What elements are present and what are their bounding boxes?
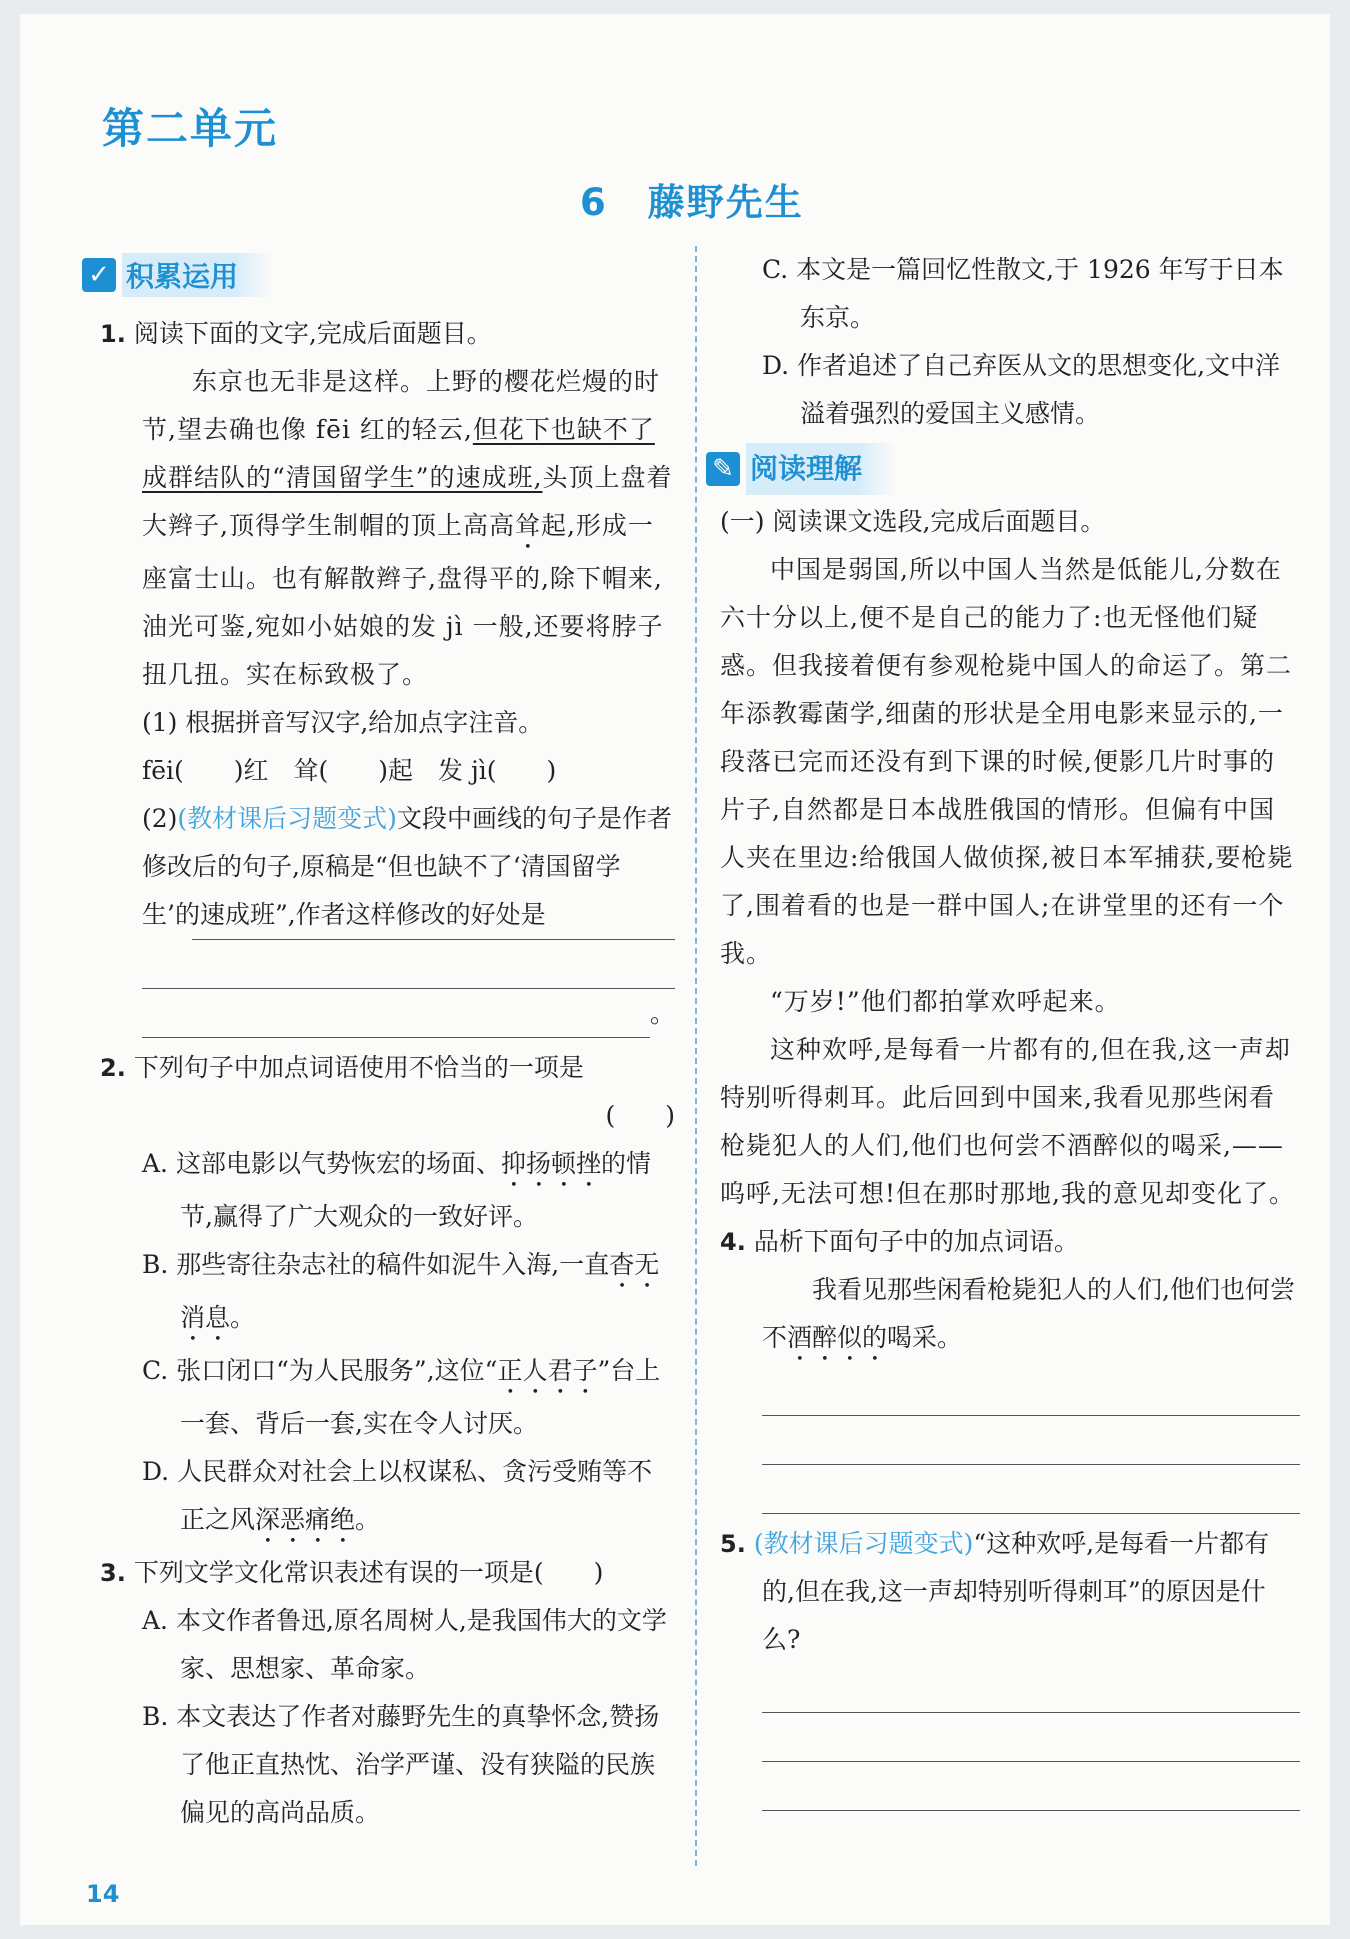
question-3-stem: 3. 下列文学文化常识表述有误的一项是( ) [100,1558,604,1587]
section-accumulate-header [82,254,272,296]
question-2-answer-paren[interactable]: ( ) [605,1101,675,1130]
column-divider [695,246,697,1866]
question-3-option-d[interactable]: D. 作者追述了自己弃医从文的思想变化,文中洋溢着强烈的爱国主义感情。 [762,351,1281,428]
answer-line[interactable] [762,1664,1300,1713]
answer-line[interactable] [142,989,650,1038]
answer-line[interactable] [762,1416,1300,1465]
question-2-option-c[interactable]: C. 张口闭口“为人民服务”,这位“正人君子”台上一套、背后一套,实在令人讨厌。 [142,1356,661,1438]
answer-line[interactable] [762,1762,1300,1811]
question-2-stem: 2. 下列句子中加点词语使用不恰当的一项是 [100,1053,584,1082]
question-3-option-a[interactable]: A. 本文作者鲁迅,原名周树人,是我国伟大的文学家、思想家、革命家。 [142,1606,667,1683]
lesson-title [580,172,804,226]
question-1-passage: 东京也无非是这样。上野的樱花烂熳的时节,望去确也像 fēi 红的轻云,但花下也缺不了成群结队的“清国留学生”的速成班,头顶上盘着大辫子,顶得学生制帽的顶上高高耸起,形成一座富士山。也有解散辫子,盘得平的,除下帽来,油光可鉴,宛如小姑娘的发 jì 一般,还要将脖子扭几扭。实在标致极了。 [142,367,673,689]
answer-line[interactable] [762,1465,1300,1514]
pencil-icon: ✎ [706,452,740,486]
lesson-number: 6 [580,181,608,224]
unit-title: 第二单元 [102,104,279,153]
question-2-option-a[interactable]: A. 这部电影以气势恢宏的场面、抑扬顿挫的情节,赢得了广大观众的一致好评。 [142,1149,652,1231]
question-2-option-d[interactable]: D. 人民群众对社会上以权谋私、贪污受贿等不正之风深恶痛绝。 [142,1457,653,1534]
workbook-page [20,14,1330,1925]
answer-line[interactable] [142,940,675,989]
dotted-char: 耸 [514,511,541,540]
reading-paragraph-1: 中国是弱国,所以中国人当然是低能儿,分数在六十分以上,便不是自己的能力了:也无怪他们疑惑。但我接着便有参观枪毙中国人的命运了。第二年添教霉菌学,细菌的形状是全用电影来显示的,一段落已完而还没有到下课的时候,便影几片时事的片子,自然都是日本战胜俄国的情形。但偏有中国人夹在里边:给俄国人做侦探,被日本军捕获,要枪毙了,围着看的也是一群中国人;在讲堂里的还有一个我。 [720,555,1294,968]
answer-line[interactable] [762,1713,1300,1762]
section-reading-header-wrap [712,438,1300,498]
question-1-sub1-blanks[interactable]: fēi( )红 耸( )起 发 jì( ) [142,756,557,785]
reading-paragraph-3: 这种欢呼,是每看一片都有的,但在我,这一声却特别听得刺耳。此后回到中国来,我看见那些闲看枪毙犯人的人们,他们也何尝不酒醉似的喝采,——呜呼,无法可想!但在那时那地,我的意见却变化了。 [720,1035,1295,1208]
page-number: 14 [86,1880,120,1908]
section-label: 阅读理解 [746,443,896,495]
textbook-variant-tag: (教材课后习题变式) [177,804,397,833]
question-3-option-b[interactable]: B. 本文表达了作者对藤野先生的真挚怀念,赞扬了他正直热忱、治学严谨、没有狭隘的民族偏见的高尚品质。 [142,1702,660,1827]
answer-line[interactable] [762,1367,1300,1416]
question-5-stem: 5. (教材课后习题变式)“这种欢呼,是每看一片都有的,但在我,这一声却特别听得刺耳”的原因是什么? [720,1529,1270,1654]
checkmark-icon: ✓ [82,258,116,292]
underlined-sentence: 但花下也缺不了成群结队的“清国留学生”的速成班, [142,415,655,492]
question-4-sentence: 我看见那些闲看枪毙犯人的人们,他们也何尝不酒醉似的喝采。 [762,1275,1295,1352]
question-1-sub1: (1) 根据拼音写汉字,给加点字注音。 [142,708,544,737]
textbook-variant-tag: (教材课后习题变式) [753,1529,974,1558]
question-4-stem: 4. 品析下面句子中的加点词语。 [720,1227,1079,1256]
right-column [712,246,1300,1811]
question-1-stem: 1. 阅读下面的文字,完成后面题目。 [100,319,492,348]
lesson-name: 藤野先生 [647,181,804,224]
reading-paragraph-2: “万岁!”他们都拍掌欢呼起来。 [770,987,1121,1016]
question-1-sub2: (2)(教材课后习题变式)文段中画线的句子是作者修改后的句子,原稿是“但也缺不了‘清国留学生’的速成班”,作者这样修改的好处是 [142,804,672,929]
left-column: 1. 阅读下面的文字,完成后面题目。 东京也无非是这样。上野的樱花烂熳的时节,望去确也像 fēi 红的轻云,但花下也缺不了成群结队的“清国留学生”的速成班,头顶上盘着大辫子,顶得学生制帽的顶上高高耸起,形成一座富士山。也有解散辫子,盘得平的,除下帽来,油光可鉴,宛如小姑娘的发 jì 一般,还要将脖子扭几扭。实在标致极了。 (1) 根据拼音写汉字,给加点字注音。 fēi( )红 耸( )起 发 jì( ) (2)(教材课后习题变式)文段中画线的句子是作者修改后的句子,原稿是“但也缺不了‘清国留学生’的速成班”,作者这样修改的好处是 。 2. 下列句子中加点词语使用不恰当的一项是 ( ) A. 这部电影以气势恢宏的场面、抑扬顿挫的情节,赢得了广大观众的一致好评。 B. 那些寄往杂志社的稿件如泥牛入海,一直杳无消息。 C. 张口闭口“为人民服务”,这位“正人君子”台上一套、背后一套,实在令人讨厌。 D. 人民群众对社会上以权谋私、贪污受贿等不正之风深恶痛绝。 3. 下列文学文化常识表述有误的一项是( ) A. 本文作者鲁迅,原名周树人,是我国伟大的文学家、思想家、革命家。 B. 本文表达了作者对藤野先生的真挚怀念,赞扬了他正直热忱、治学严谨、没有狭隘的民族偏见的高尚品质。 [100,310,675,1837]
question-3-option-c[interactable]: C. 本文是一篇回忆性散文,于 1926 年写于日本东京。 [762,255,1284,332]
reading-intro: (一) 阅读课文选段,完成后面题目。 [720,507,1106,536]
section-reading-header [706,448,896,490]
question-2-option-b[interactable]: B. 那些寄往杂志社的稿件如泥牛入海,一直杳无消息。 [142,1250,660,1332]
section-label: 积累运用 [122,253,272,297]
